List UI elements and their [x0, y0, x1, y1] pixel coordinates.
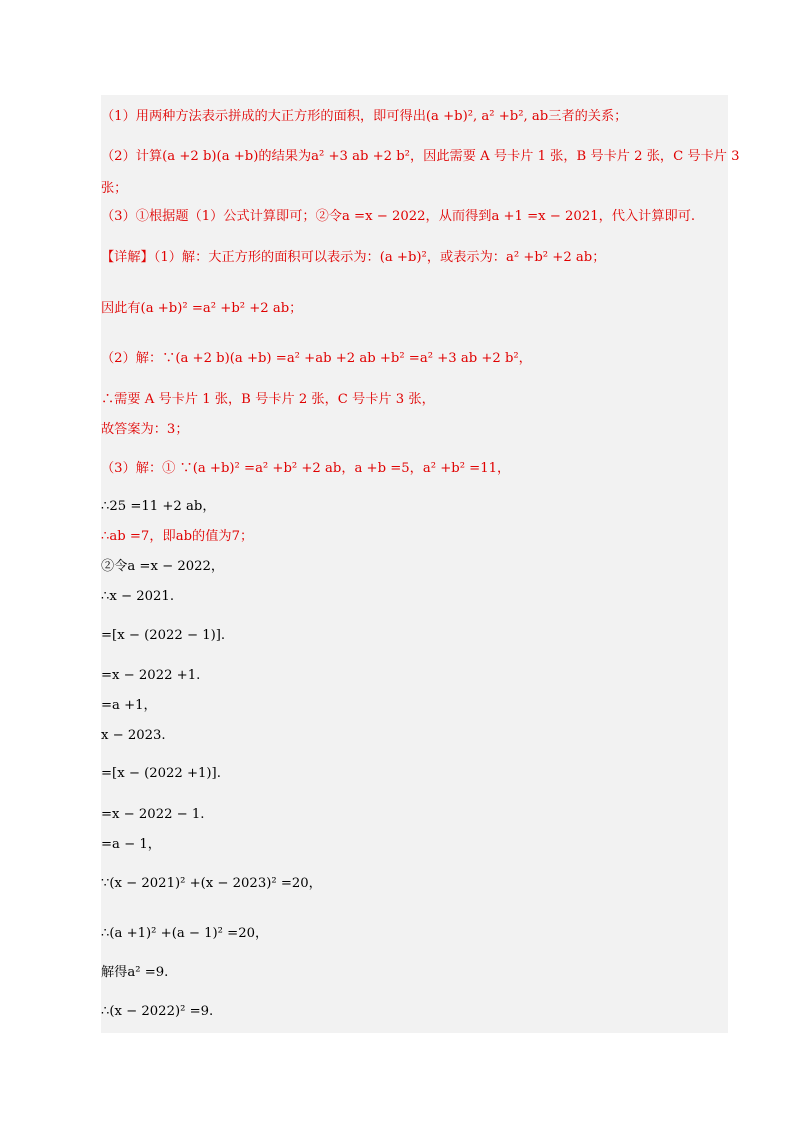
analysis-line-1: （1）用两种方法表示拼成的大正方形的面积，即可得出(a +b)², a² +b², ab三者的关系； — [101, 109, 628, 124]
solution-line-17: ∵(x − 2021)² +(x − 2023)² =20， — [101, 876, 322, 891]
solution-line-20: ∴(x − 2022)² =9. — [101, 1004, 214, 1019]
detail-heading-line: 【详解】（1）解：大正方形的面积可以表示为：(a +b)²，或表示为：a² +b² +2 ab； — [101, 250, 606, 265]
solution-line-19: 解得a² =9. — [101, 965, 169, 980]
solution-line-2: （2）解：∵(a +2 b)(a +b) =a² +ab +2 ab +b² =a² +3 ab +2 b²， — [101, 351, 532, 366]
solution-line-6: ∴25 =11 +2 ab， — [101, 499, 216, 514]
solution-line-3: ∴需要 A 号卡片 1 张，B 号卡片 2 张，C 号卡片 3 张， — [101, 392, 435, 407]
solution-line-9: ∴x − 2021. — [101, 589, 175, 604]
solution-line-1: 因此有(a +b)² =a² +b² +2 ab； — [101, 301, 303, 316]
solution-line-14: =[x − (2022 +1)]. — [101, 766, 221, 781]
solution-line-7: ∴ab =7，即ab的值为7； — [101, 529, 254, 544]
solution-line-15: =x − 2022 − 1. — [101, 807, 205, 822]
solution-line-5: （3）解：① ∵(a +b)² =a² +b² +2 ab，a +b =5，a² +b² =11， — [101, 461, 511, 476]
solution-line-13: x − 2023. — [101, 728, 166, 743]
analysis-line-2: （2）计算(a +2 b)(a +b)的结果为a² +3 ab +2 b²，因此需要 A 号卡片 1 张，B 号卡片 2 张，C 号卡片 3 — [101, 149, 740, 164]
analysis-line-3: 张； — [101, 181, 128, 196]
solution-line-12: =a +1， — [101, 698, 157, 713]
solution-line-4: 故答案为：3； — [101, 422, 189, 437]
solution-line-10: =[x − (2022 − 1)]. — [101, 628, 226, 643]
solution-line-8: ②令a =x − 2022， — [101, 559, 225, 574]
solution-line-11: =x − 2022 +1. — [101, 668, 201, 683]
solution-line-18: ∴(a +1)² +(a − 1)² =20， — [101, 926, 269, 941]
analysis-line-4: （3）①根据题（1）公式计算即可；②令a =x − 2022，从而得到a +1 =x − 2021，代入计算即可. — [101, 209, 696, 224]
solution-line-16: =a − 1， — [101, 837, 161, 852]
